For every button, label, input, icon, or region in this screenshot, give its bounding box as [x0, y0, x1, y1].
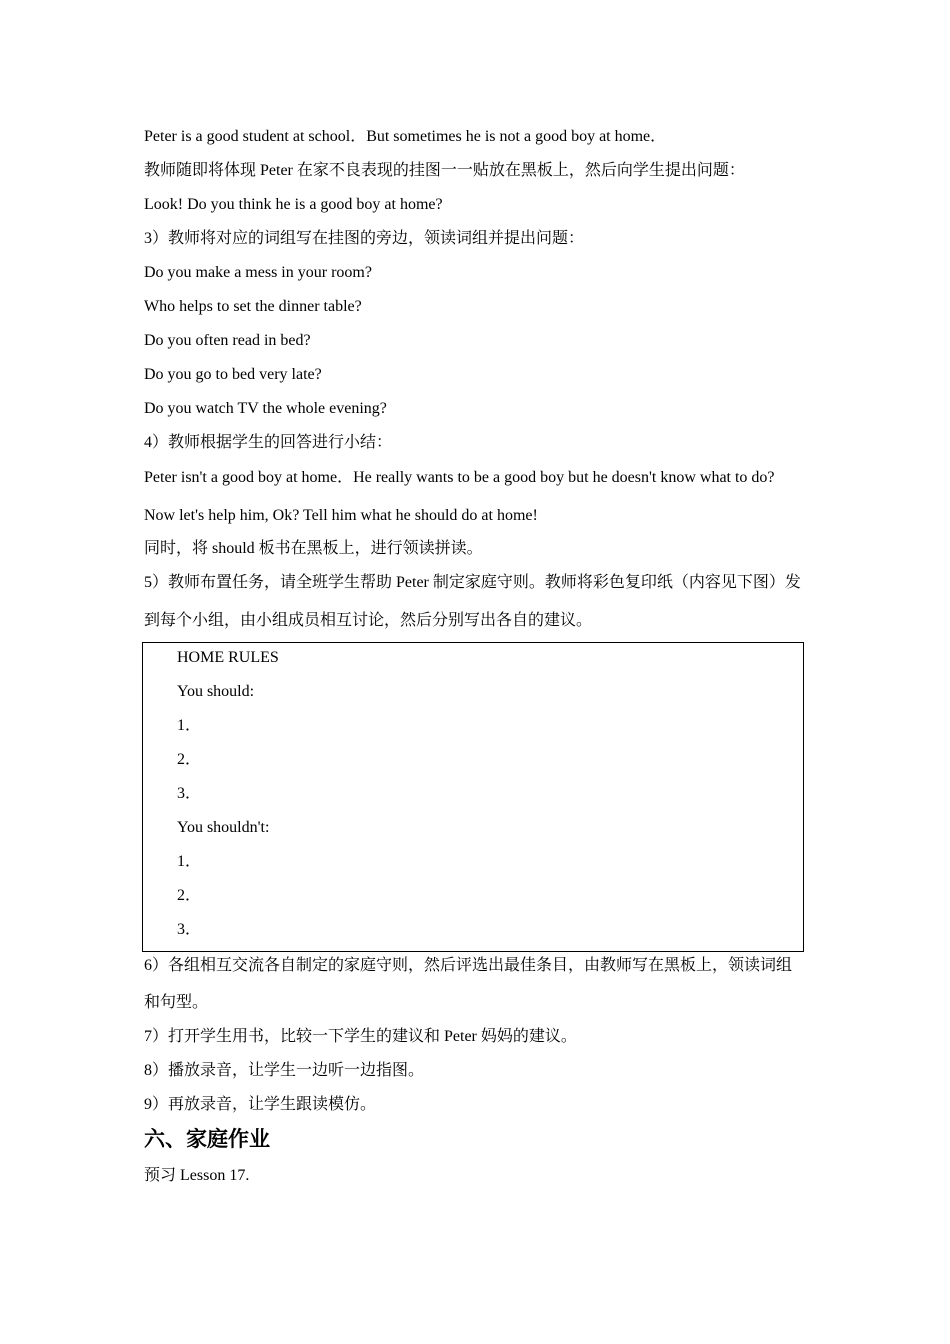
- home-rules-box: [142, 642, 804, 952]
- should-item: 1．: [177, 717, 202, 734]
- paragraph-step-6: 6）各组相互交流各自制定的家庭守则，然后评选出最佳条目，由教师写在黑板上，领读词组: [144, 957, 793, 974]
- paragraph-peter-good-student: Peter is a good student at school．But sometimes he is not a good boy at home．: [144, 128, 667, 145]
- should-item: 3．: [177, 785, 202, 802]
- paragraph-peter-summary: Peter isn't a good boy at home．He really wants to be a good boy but he doesn't know what to do?: [144, 469, 775, 486]
- question-bed-late: Do you go to bed very late?: [144, 366, 322, 383]
- paragraph-step-6-cont: 和句型。: [144, 994, 209, 1011]
- shouldnt-item: 1．: [177, 853, 202, 870]
- paragraph-should-board: 同时，将 should 板书在黑板上，进行领读拼读。: [144, 540, 483, 557]
- paragraph-look-question: Look! Do you think he is a good boy at home?: [144, 196, 443, 213]
- paragraph-help-him: Now let's help him, Ok? Tell him what he should do at home!: [144, 507, 538, 524]
- homework-heading: 六、家庭作业: [144, 1127, 270, 1151]
- question-mess: Do you make a mess in your room?: [144, 264, 372, 281]
- paragraph-teacher-posters: 教师随即将体现 Peter 在家不良表现的挂图一一贴放在黑板上，然后向学生提出问题：: [144, 162, 745, 179]
- paragraph-step-8: 8）播放录音，让学生一边听一边指图。: [144, 1062, 425, 1079]
- homework-text: 预习 Lesson 17.: [144, 1167, 250, 1184]
- paragraph-step-9: 9）再放录音，让学生跟读模仿。: [144, 1096, 377, 1113]
- paragraph-step-3: 3）教师将对应的词组写在挂图的旁边，领读词组并提出问题：: [144, 230, 585, 247]
- question-dinner-table: Who helps to set the dinner table?: [144, 298, 362, 315]
- shouldnt-item: 2．: [177, 887, 202, 904]
- you-should-label: You should:: [177, 683, 255, 700]
- paragraph-step-5: 5）教师布置任务，请全班学生帮助 Peter 制定家庭守则。教师将彩色复印纸（内容见下图）发: [144, 574, 801, 591]
- question-read-in-bed: Do you often read in bed?: [144, 332, 311, 349]
- paragraph-step-5-cont: 到每个小组，由小组成员相互讨论，然后分别写出各自的建议。: [144, 612, 593, 629]
- paragraph-step-4: 4）教师根据学生的回答进行小结：: [144, 434, 393, 451]
- question-watch-tv: Do you watch TV the whole evening?: [144, 400, 387, 417]
- you-shouldnt-label: You shouldn't:: [177, 819, 270, 836]
- shouldnt-item: 3．: [177, 921, 202, 938]
- should-item: 2．: [177, 751, 202, 768]
- home-rules-title: HOME RULES: [177, 649, 279, 666]
- paragraph-step-7: 7）打开学生用书，比较一下学生的建议和 Peter 妈妈的建议。: [144, 1028, 577, 1045]
